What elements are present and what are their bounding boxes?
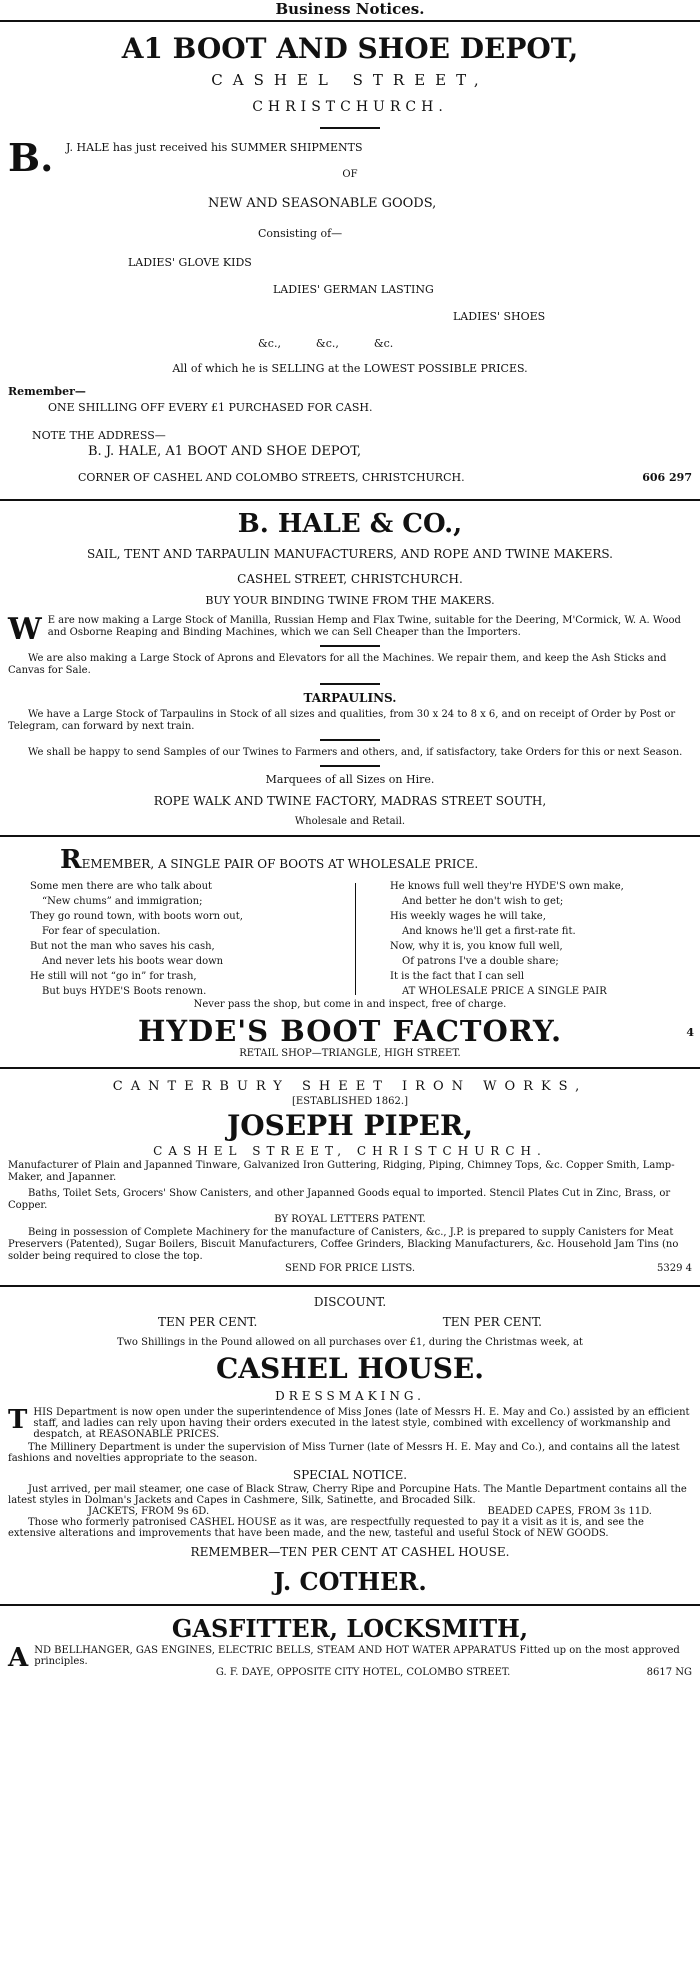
ad-initial: B. <box>8 135 54 180</box>
ad-paragraph: We shall be happy to send Samples of our Twines to Farmers and others, and, if satisfactory, take Orders for this or next Season. <box>28 747 683 758</box>
ad-paragraph <box>8 612 692 647</box>
dressmaking: DRESSMAKING. <box>275 1389 425 1403</box>
discount: DISCOUNT. <box>313 1295 387 1309</box>
ad-joseph-piper <box>0 1079 700 1277</box>
short-rule <box>320 739 380 741</box>
ad-title: JOSEPH PIPER, <box>226 1109 474 1142</box>
poem-line: It is the fact that I can sell <box>390 971 525 982</box>
ad-line: J. HALE has just received his SUMMER SHIPMENTS <box>66 141 363 154</box>
ad-item: LADIES' GERMAN LASTING <box>273 283 434 296</box>
ad-city: CHRISTCHURCH. <box>252 99 448 115</box>
ad-paragraph: Those who formerly patronised CASHEL HOUSE as it was, are respectfully requested to pay it a visit as it is, and see the extensive alterations and improvements that have been made, and the new, tasteful and useful Stock of NEW GOODS. <box>8 1517 644 1539</box>
ten-per-cent: TEN PER CENT. <box>442 1315 542 1329</box>
ad-item: LADIES' SHOES <box>453 310 546 323</box>
ad-retail: RETAIL SHOP—TRIANGLE, HIGH STREET. <box>239 1048 461 1059</box>
poem-line: For fear of speculation. <box>42 926 161 937</box>
poem-line: “New chums” and immigration; <box>42 896 203 907</box>
ad-cashel-house <box>0 1295 700 1596</box>
poem-line: Some men there are who talk about <box>30 881 213 892</box>
ad-code: 606 297 <box>642 471 692 484</box>
section-header: Business Notices. <box>275 0 425 18</box>
poem-line: And never lets his boots wear down <box>42 956 224 967</box>
jackets-price: JACKETS, FROM 9s 6D. <box>88 1506 210 1517</box>
poem-line: But buys HYDE'S Boots renown. <box>42 986 207 997</box>
short-rule <box>320 683 380 685</box>
ad-title: A1 BOOT AND SHOE DEPOT, <box>121 32 579 65</box>
special-notice: SPECIAL NOTICE. <box>292 1468 408 1482</box>
paragraph-text: ND BELLHANGER, GAS ENGINES, ELECTRIC BELLS, STEAM AND HOT WATER APPARATUS Fitted up on the most approved principles. <box>34 1645 680 1667</box>
remember-label: Remember— <box>8 385 86 398</box>
royal-patent: BY ROYAL LETTERS PATENT. <box>274 1214 426 1225</box>
ad-owner: J. COTHER. <box>273 1567 427 1596</box>
ad-of: OF <box>342 169 358 180</box>
ad-paragraph: Manufacturer of Plain and Japanned Tinware, Galvanized Iron Guttering, Ridging, Piping, Chimney Tops, &c. Copper Smith, Lamp-Maker, and Japanner. <box>8 1160 675 1183</box>
poem-line: They go round town, with boots worn out, <box>30 911 243 922</box>
drop-cap: W <box>8 612 42 647</box>
address-line: G. F. DAYE, OPPOSITE CITY HOTEL, COLOMBO STREET. <box>215 1667 511 1678</box>
ad-item: LADIES' GLOVE KIDS <box>128 256 252 269</box>
divider <box>0 1604 700 1606</box>
ad-title: HYDE'S BOOT FACTORY. <box>137 1014 563 1048</box>
send-price-lists: SEND FOR PRICE LISTS. <box>284 1263 416 1274</box>
poem-line: And better he don't wish to get; <box>402 896 564 907</box>
ad-factory: ROPE WALK AND TWINE FACTORY, MADRAS STREET SOUTH, <box>153 794 547 808</box>
drop-cap: T <box>8 1405 28 1435</box>
ad-paragraph: Just arrived, per mail steamer, one case of Black Straw, Cherry Ripe and Porcupine Hats. The Mantle Department contains all the latest styles in Dolman's Jackets and Capes in Cashmere, Silk, Satinette, and Brocaded Silk. <box>8 1484 687 1506</box>
poem-line: But not the man who saves his cash, <box>30 941 215 952</box>
ad-subtitle: SAIL, TENT AND TARPAULIN MANUFACTURERS, AND ROPE AND TWINE MAKERS. <box>87 547 613 561</box>
paragraph-text: E are now making a Large Stock of Manilla, Russian Hemp and Flax Twine, suitable for the Deering, M'Cormick, W. A. Wood and Osborne Reaping and Binding Machines, which we can Sell Cheaper than the Importers. <box>47 615 681 638</box>
address-line: B. J. HALE, A1 BOOT AND SHOE DEPOT, <box>88 444 362 459</box>
poem-line: And knows he'll get a first-rate fit. <box>402 926 576 937</box>
ad-code: 5329 4 <box>657 1263 692 1274</box>
heading-text: EMEMBER, A SINGLE PAIR OF BOOTS AT WHOLESALE PRICE. <box>81 857 479 871</box>
divider <box>0 835 700 837</box>
short-rule <box>320 127 380 129</box>
poem-right <box>380 879 690 999</box>
ad-paragraph: We have a Large Stock of Tarpaulins in Stock of all sizes and qualities, from 30 x 24 to 8 x 6, and on receipt of Order by Post or Telegram, can forward by next train. <box>8 709 676 732</box>
divider <box>0 1067 700 1069</box>
divider <box>0 1285 700 1287</box>
short-rule <box>320 765 380 767</box>
ad-paragraph: Baths, Toilet Sets, Grocers' Show Canisters, and other Japanned Goods equal to imported. Stencil Plates Cut in Zinc, Brass, or Copper. <box>8 1188 671 1211</box>
tarpaulins-heading: TARPAULINS. <box>303 691 397 705</box>
divider <box>0 499 700 501</box>
ad-hydes-boot-factory <box>0 845 700 1059</box>
column-divider <box>355 883 356 995</box>
capes-price: BEADED CAPES, FROM 3s 11D. <box>487 1506 652 1517</box>
ad-gasfitter <box>0 1614 700 1681</box>
ad-a1-boot-depot <box>0 32 700 489</box>
ad-tagline: BUY YOUR BINDING TWINE FROM THE MAKERS. <box>205 594 495 607</box>
drop-cap: A <box>8 1643 29 1673</box>
address-line: CORNER OF CASHEL AND COLOMBO STREETS, CHRISTCHURCH. <box>78 471 465 484</box>
paragraph-text: HIS Department is now open under the superintendence of Miss Jones (late of Messrs H. E. May and Co.) assisted by an efficient staff, and ladies can rely upon having their orders executed in the latest style, combined with excellency of workmanship and despatch, at REASONABLE PRICES. <box>33 1407 690 1440</box>
remember-text: ONE SHILLING OFF EVERY £1 PURCHASED FOR CASH. <box>48 401 373 414</box>
ad-heading <box>10 845 690 875</box>
remember-line: REMEMBER—TEN PER CENT AT CASHEL HOUSE. <box>190 1545 510 1559</box>
divider <box>0 20 700 22</box>
ad-paragraph: We are also making a Large Stock of Aprons and Elevators for all the Machines. We repair them, and keep the Ash Sticks and Canvas for Sale. <box>8 653 667 676</box>
ad-etc: &c., &c., &c. <box>258 337 394 350</box>
poem-line: Now, why it is, you know full well, <box>390 941 563 952</box>
ad-consisting: Consisting of— <box>258 227 343 240</box>
ad-paragraph <box>8 1407 692 1440</box>
short-rule <box>320 645 380 647</box>
note-label: NOTE THE ADDRESS— <box>32 429 166 442</box>
ad-established: [ESTABLISHED 1862.] <box>292 1096 408 1107</box>
ad-code: 4 <box>686 1026 694 1039</box>
poem-left <box>10 879 330 999</box>
drop-cap: R <box>60 845 82 875</box>
ad-title: GASFITTER, LOCKSMITH, <box>171 1614 529 1643</box>
ad-closing: Never pass the shop, but come in and inspect, free of charge. <box>193 999 507 1010</box>
ad-street: CASHEL STREET, <box>211 71 489 89</box>
ten-per-cent: TEN PER CENT. <box>158 1315 258 1329</box>
ad-b-hale-co <box>0 509 700 827</box>
ad-street: CASHEL STREET, CHRISTCHURCH. <box>153 1144 547 1158</box>
marquees: Marquees of all Sizes on Hire. <box>265 773 435 786</box>
poem-line: Of patrons I've a double share; <box>402 956 559 967</box>
ad-paragraph: The Millinery Department is under the supervision of Miss Turner (late of Messrs H. E. May and Co.), and contains all the latest fashions and novelties appropriate to the season. <box>8 1442 680 1464</box>
ad-works: CANTERBURY SHEET IRON WORKS, <box>112 1079 588 1094</box>
poem-line: AT WHOLESALE PRICE A SINGLE PAIR <box>402 986 607 997</box>
poem-line: His weekly wages he will take, <box>390 911 546 922</box>
ad-paragraph: Being in possession of Complete Machinery for the manufacture of Canisters, &c., J.P. is prepared to supply Canisters for Meat Preservers (Patented), Sugar Boilers, Biscuit Manufacturers, Coffee Grinders, Blacking Manufacturers, &c. Household Jam Tins (no solder being required to close the top. <box>8 1227 679 1262</box>
ad-code: 8617 NG <box>646 1667 692 1678</box>
poem-line: He still will not “go in” for trash, <box>30 971 197 982</box>
ad-selling: All of which he is SELLING at the LOWEST POSSIBLE PRICES. <box>172 362 528 375</box>
ad-title: B. HALE & CO., <box>237 509 463 539</box>
wholesale: Wholesale and Retail. <box>294 816 406 827</box>
ad-street: CASHEL STREET, CHRISTCHURCH. <box>237 572 463 586</box>
poem-line: He knows full well they're HYDE'S own make, <box>390 881 624 892</box>
two-shillings: Two Shillings in the Pound allowed on all purchases over £1, during the Christmas week, at <box>117 1337 583 1348</box>
ad-goods: NEW AND SEASONABLE GOODS, <box>208 196 437 211</box>
ad-title: CASHEL HOUSE. <box>215 1352 485 1385</box>
